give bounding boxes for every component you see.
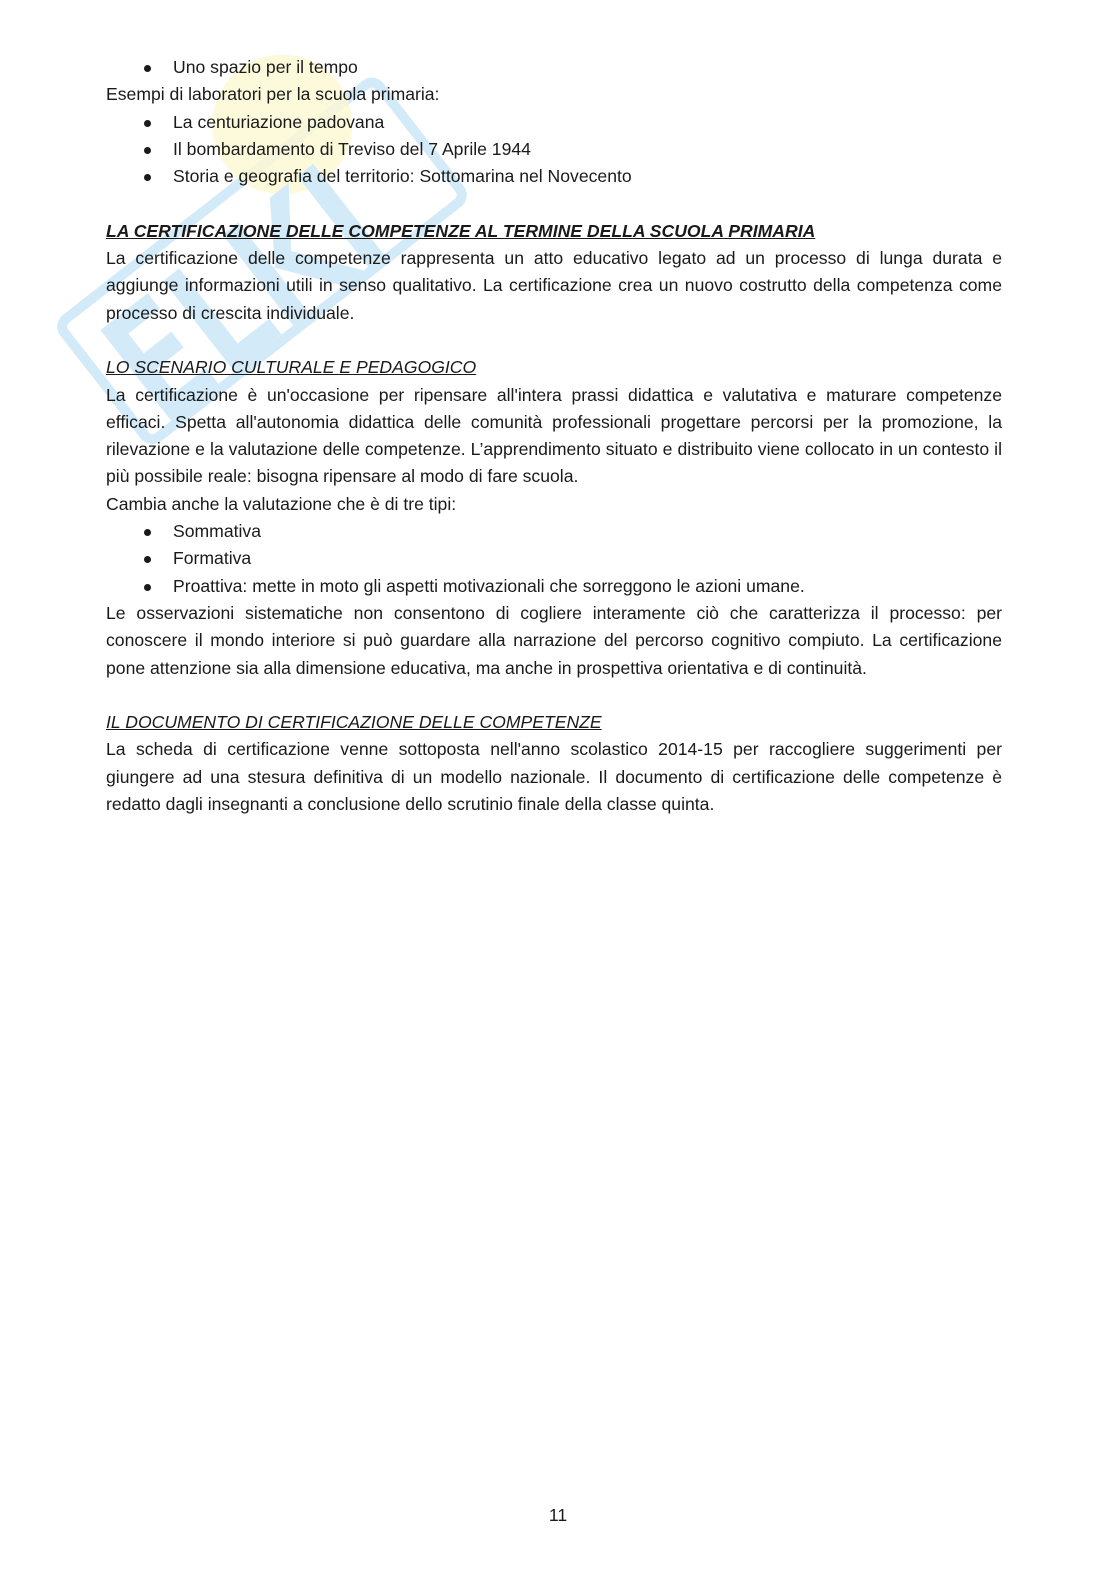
section-heading: IL DOCUMENTO DI CERTIFICAZIONE DELLE COMPETENZE <box>106 712 602 733</box>
list-item: Uno spazio per il tempo <box>106 54 1002 81</box>
list-item: Formativa <box>106 545 1002 572</box>
section-heading: LO SCENARIO CULTURALE E PEDAGOGICO <box>106 357 477 378</box>
page-number: 11 <box>548 1505 568 1525</box>
list-item: Storia e geografia del territorio: Sottomarina nel Novecento <box>106 163 1002 190</box>
list-item: Sommativa <box>106 518 1002 545</box>
page-content <box>106 54 1002 818</box>
paragraph: La scheda di certificazione venne sottoposta nell'anno scolastico 2014-15 per raccogliere suggerimenti per giungere ad una stesura definitiva di un modello nazionale. Il documento di certificazione delle competenze è redatto dagli insegnanti a conclusione dello scrutinio finale della classe quinta. <box>106 739 1002 815</box>
examples-list <box>106 109 1002 191</box>
list-item: Il bombardamento di Treviso del 7 Aprile 1944 <box>106 136 1002 163</box>
examples-title: Esempi di laboratori per la scuola primaria: <box>106 84 440 105</box>
section-heading: LA CERTIFICAZIONE DELLE COMPETENZE AL TERMINE DELLA SCUOLA PRIMARIA <box>106 220 816 241</box>
paragraph: Le osservazioni sistematiche non consentono di cogliere interamente ciò che caratterizza il processo: per conoscere il mondo interiore si può guardare alla narrazione del percorso cognitivo compiuto. La certificazione pone attenzione sia alla dimensione educativa, ma anche in prospettiva orientativa e di continuità. <box>106 602 1002 678</box>
list-item: La centuriazione padovana <box>106 109 1002 136</box>
evaluation-types-list <box>106 518 1002 600</box>
intro-list <box>106 54 1002 81</box>
list-item: Proattiva: mette in moto gli aspetti motivazionali che sorreggono le azioni umane. <box>106 573 1002 600</box>
types-intro: Cambia anche la valutazione che è di tre tipi: <box>106 493 457 514</box>
paragraph: La certificazione delle competenze rappresenta un atto educativo legato ad un processo di lunga durata e aggiunge informazioni utili in senso qualitativo. La certificazione crea un nuovo costrutto della competenza come processo di crescita individuale. <box>106 248 1002 323</box>
paragraph: La certificazione è un'occasione per ripensare all'intera prassi didattica e valutativa e maturare competenze efficaci. Spetta all'autonomia didattica delle comunità professionali progettare percorsi per la promozione, la rilevazione e la valutazione delle competenze. L’apprendimento situato e distribuito viene collocato in un contesto il più possibile reale: bisogna ripensare al modo di fare scuola. <box>106 384 1002 487</box>
